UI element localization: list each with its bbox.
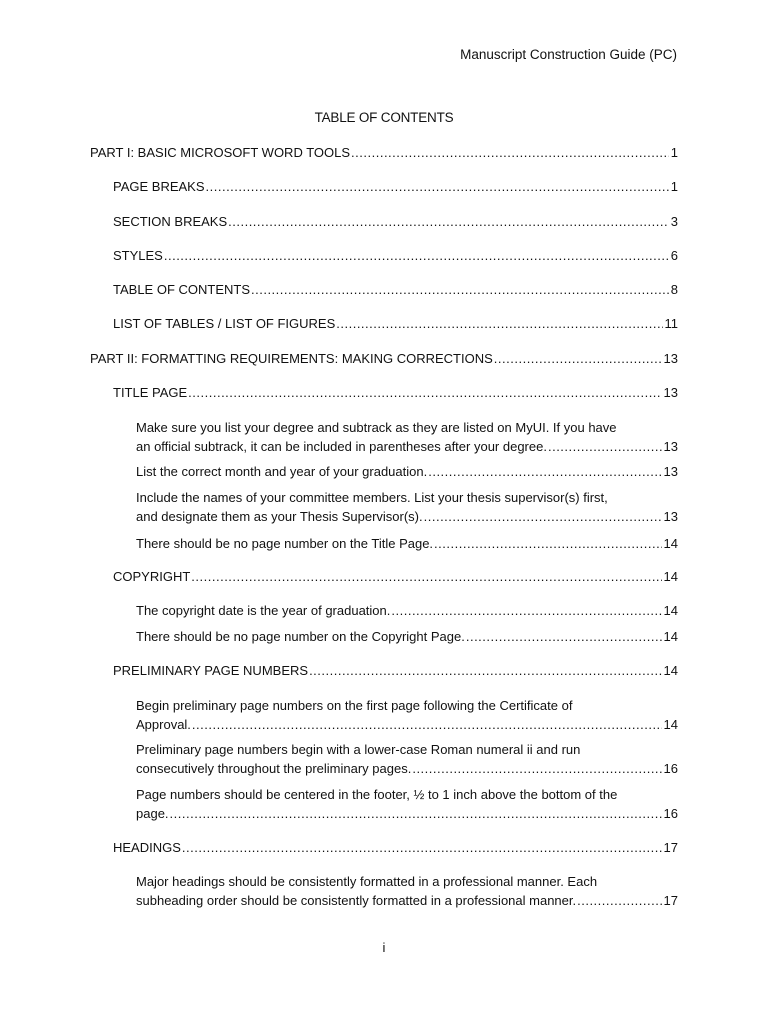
toc-dot-leader <box>182 838 662 857</box>
toc-entry[interactable] <box>90 349 678 368</box>
toc-page-number: 14 <box>663 603 678 618</box>
toc-entry-text-line: Preliminary page numbers begin with a lower-case Roman numeral ii and run <box>136 742 581 757</box>
toc-dot-leader <box>206 177 669 196</box>
toc-entry-text: LIST OF TABLES / LIST OF FIGURES <box>113 316 336 331</box>
toc-entry[interactable] <box>136 418 678 456</box>
toc-page-number: 14 <box>663 717 678 732</box>
toc-entry[interactable] <box>113 246 678 265</box>
toc-page-number: 14 <box>663 663 678 678</box>
toc-entry[interactable] <box>136 534 678 553</box>
toc-page-number: 14 <box>663 536 678 551</box>
toc-entry-text: COPYRIGHT <box>113 569 191 584</box>
toc-page-number: 8 <box>670 282 678 297</box>
toc-dot-leader <box>164 246 669 265</box>
toc-entry-text: PRELIMINARY PAGE NUMBERS <box>113 663 309 678</box>
toc-entry[interactable] <box>113 383 678 402</box>
toc-entry[interactable] <box>136 872 678 910</box>
toc-page-number: 13 <box>663 385 678 400</box>
toc-entry[interactable] <box>113 314 678 333</box>
toc-entry[interactable] <box>136 696 678 734</box>
toc-entry-text: PART I: BASIC MICROSOFT WORD TOOLS <box>90 145 351 160</box>
toc-page-number: 16 <box>663 806 678 821</box>
toc-entry[interactable] <box>113 177 678 196</box>
toc-page-number: 17 <box>663 893 678 908</box>
toc-title: TABLE OF CONTENTS <box>314 110 454 125</box>
toc-entry-text-line: Major headings should be consistently formatted in a professional manner. Each <box>136 874 598 889</box>
toc-dot-leader <box>336 314 662 333</box>
toc-dot-leader <box>192 715 662 734</box>
toc-entry-text: PAGE BREAKS <box>113 179 205 194</box>
toc-dot-leader <box>170 804 662 823</box>
toc-page-number: 13 <box>663 351 678 366</box>
toc-page-number: 3 <box>670 214 678 229</box>
toc-dot-leader <box>391 601 661 620</box>
toc-dot-leader <box>577 891 661 910</box>
toc-dot-leader <box>309 661 661 680</box>
toc-page-number: 13 <box>663 509 678 524</box>
toc-entry[interactable] <box>113 212 678 231</box>
toc-page-number: 14 <box>663 629 678 644</box>
toc-entry-text: HEADINGS <box>113 840 181 855</box>
toc-entry-text: Approval. <box>136 717 191 732</box>
toc-entry-text: The copyright date is the year of graduation. <box>136 603 391 618</box>
toc-entry-text: subheading order should be consistently formatted in a professional manner. <box>136 893 577 908</box>
toc-dot-leader <box>434 534 661 553</box>
toc-page-number: 1 <box>670 145 678 160</box>
toc-page-number: 14 <box>663 569 678 584</box>
toc-page-number: 6 <box>670 248 678 263</box>
toc-entry[interactable] <box>113 567 678 586</box>
toc-entry-text-line: Include the names of your committee members. List your thesis supervisor(s) first, <box>136 490 608 505</box>
toc-entry-text: page. <box>136 806 169 821</box>
toc-entry[interactable] <box>113 280 678 299</box>
toc-dot-leader <box>428 462 661 481</box>
toc-entry-text: an official subtrack, it can be included in parentheses after your degree. <box>136 439 547 454</box>
toc-page-number: 16 <box>663 761 678 776</box>
toc-entry-text: There should be no page number on the Title Page. <box>136 536 434 551</box>
toc-entry[interactable] <box>136 601 678 620</box>
toc-page-number: 11 <box>664 316 678 331</box>
toc-entry-text-line: Begin preliminary page numbers on the first page following the Certificate of <box>136 698 573 713</box>
toc-entry-text: SECTION BREAKS <box>113 214 228 229</box>
toc-entry[interactable] <box>136 462 678 481</box>
toc-entry-text: TITLE PAGE <box>113 385 188 400</box>
toc-entry[interactable] <box>136 488 678 526</box>
toc-entry[interactable] <box>113 661 678 680</box>
toc-entry-text: and designate them as your Thesis Supervisor(s). <box>136 509 423 524</box>
toc-dot-leader <box>548 437 662 456</box>
toc-entry[interactable] <box>136 627 678 646</box>
toc-entry-text-line: Make sure you list your degree and subtrack as they are listed on MyUI. If you have <box>136 420 617 435</box>
toc-entry-text: STYLES <box>113 248 163 263</box>
toc-page-number: 1 <box>670 179 678 194</box>
toc-entry-text: List the correct month and year of your graduation. <box>136 464 428 479</box>
running-header: Manuscript Construction Guide (PC) <box>460 47 677 62</box>
toc-dot-leader <box>191 567 661 586</box>
toc-entry[interactable] <box>113 838 678 857</box>
toc-dot-leader <box>251 280 669 299</box>
toc-dot-leader <box>188 383 661 402</box>
toc-dot-leader <box>424 507 662 526</box>
toc-page-number: 13 <box>663 464 678 479</box>
toc-entry[interactable] <box>136 740 678 778</box>
toc-dot-leader <box>228 212 669 231</box>
toc-page-number: 13 <box>663 439 678 454</box>
toc-entry[interactable] <box>136 785 678 823</box>
toc-dot-leader <box>466 627 662 646</box>
toc-entry-text: PART II: FORMATTING REQUIREMENTS: MAKING CORRECTIONS <box>90 351 493 366</box>
toc-entry-text: TABLE OF CONTENTS <box>113 282 250 297</box>
toc-entry[interactable] <box>90 143 678 162</box>
toc-page-number: 17 <box>663 840 678 855</box>
toc-entry-text-line: Page numbers should be centered in the footer, ½ to 1 inch above the bottom of the <box>136 787 618 802</box>
toc-dot-leader <box>412 759 661 778</box>
toc-dot-leader <box>351 143 669 162</box>
page-number: i <box>382 940 386 955</box>
toc-entry-text: consecutively throughout the preliminary pages. <box>136 761 412 776</box>
toc-dot-leader <box>494 349 662 368</box>
toc-entry-text: There should be no page number on the Copyright Page. <box>136 629 465 644</box>
